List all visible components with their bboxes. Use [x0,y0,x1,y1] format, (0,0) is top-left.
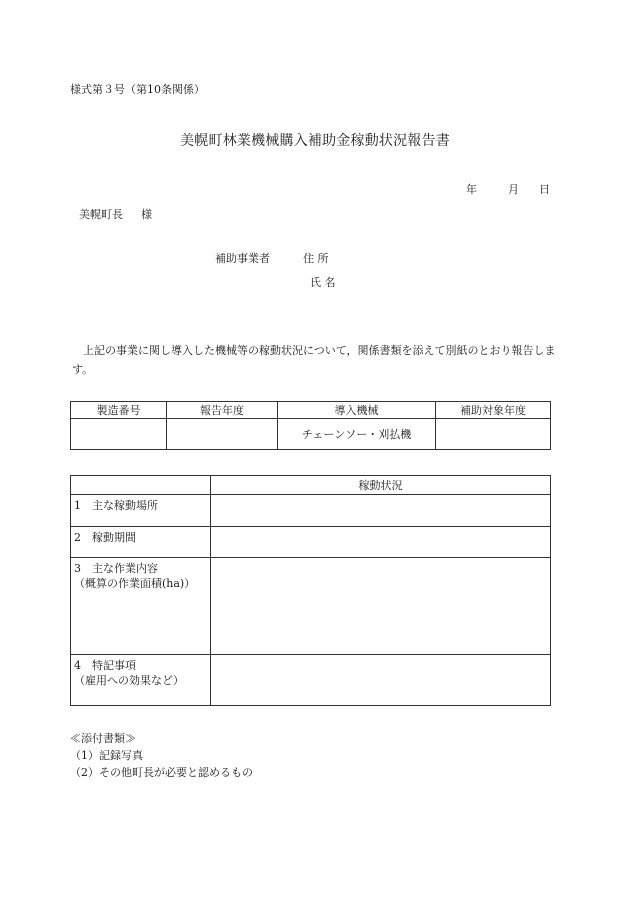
status-table [70,475,551,706]
cell-machine: チェーンソー・刈払機 [278,419,436,450]
addressee-name: 美幌町長 [79,208,123,221]
status-row-label-line2: （概算の作業面積(ha)） [74,577,196,590]
machine-table [70,401,551,450]
status-header-blank [71,476,211,495]
cell-serial-number[interactable] [71,419,167,450]
attachments [70,730,253,781]
status-row [71,655,551,706]
status-row-value[interactable] [211,655,551,706]
status-row-label [71,495,211,527]
status-table-header [71,476,551,495]
status-row-label [71,558,211,655]
addressee-honorific: 様 [141,208,152,221]
date-month-label: 月 [508,183,519,196]
status-row-label-line1: 3 主な作業内容 [74,562,158,575]
status-row-label-line2: （雇用への効果など） [74,674,184,687]
status-row-value[interactable] [211,495,551,527]
status-row-value[interactable] [211,558,551,655]
date-day-label: 日 [539,183,550,196]
applicant-label: 補助事業者 [215,252,270,265]
attachment-item: （1）記録写真 [70,749,143,762]
status-row [71,495,551,527]
status-row-label-line1: 1 主な稼動場所 [74,499,158,512]
document-title: 美幌町林業機械購入補助金稼動状況報告書 [180,133,450,149]
machine-table-header [71,402,551,419]
status-header: 稼動状況 [211,476,551,495]
header-subsidy-year: 補助対象年度 [436,402,551,419]
status-row-label-line1: 4 特記事項 [74,659,136,672]
name-label: 氏 名 [310,276,336,289]
header-serial-number: 製造番号 [71,402,167,419]
address-label: 住 所 [303,252,329,265]
header-machine: 導入機械 [278,402,436,419]
header-report-year: 報告年度 [167,402,278,419]
status-row [71,527,551,558]
form-number: 様式第３号（第10条関係） [70,83,205,96]
machine-table-row [71,419,551,450]
status-row-label-line1: 2 稼動期間 [74,531,136,544]
status-row-label [71,527,211,558]
attachment-item: （2）その他町長が必要と認めるもの [70,766,253,779]
cell-subsidy-year[interactable] [436,419,551,450]
body-text: 上記の事業に関し導入した機械等の稼動状況について，関係書類を添えて別紙のとおり報告します。 [72,344,556,376]
status-row [71,558,551,655]
cell-report-year[interactable] [167,419,278,450]
date-year-label: 年 [466,183,477,196]
addressee [79,206,152,222]
status-row-value[interactable] [211,527,551,558]
attachments-title: ≪添付書類≫ [70,732,136,745]
status-row-label [71,655,211,706]
